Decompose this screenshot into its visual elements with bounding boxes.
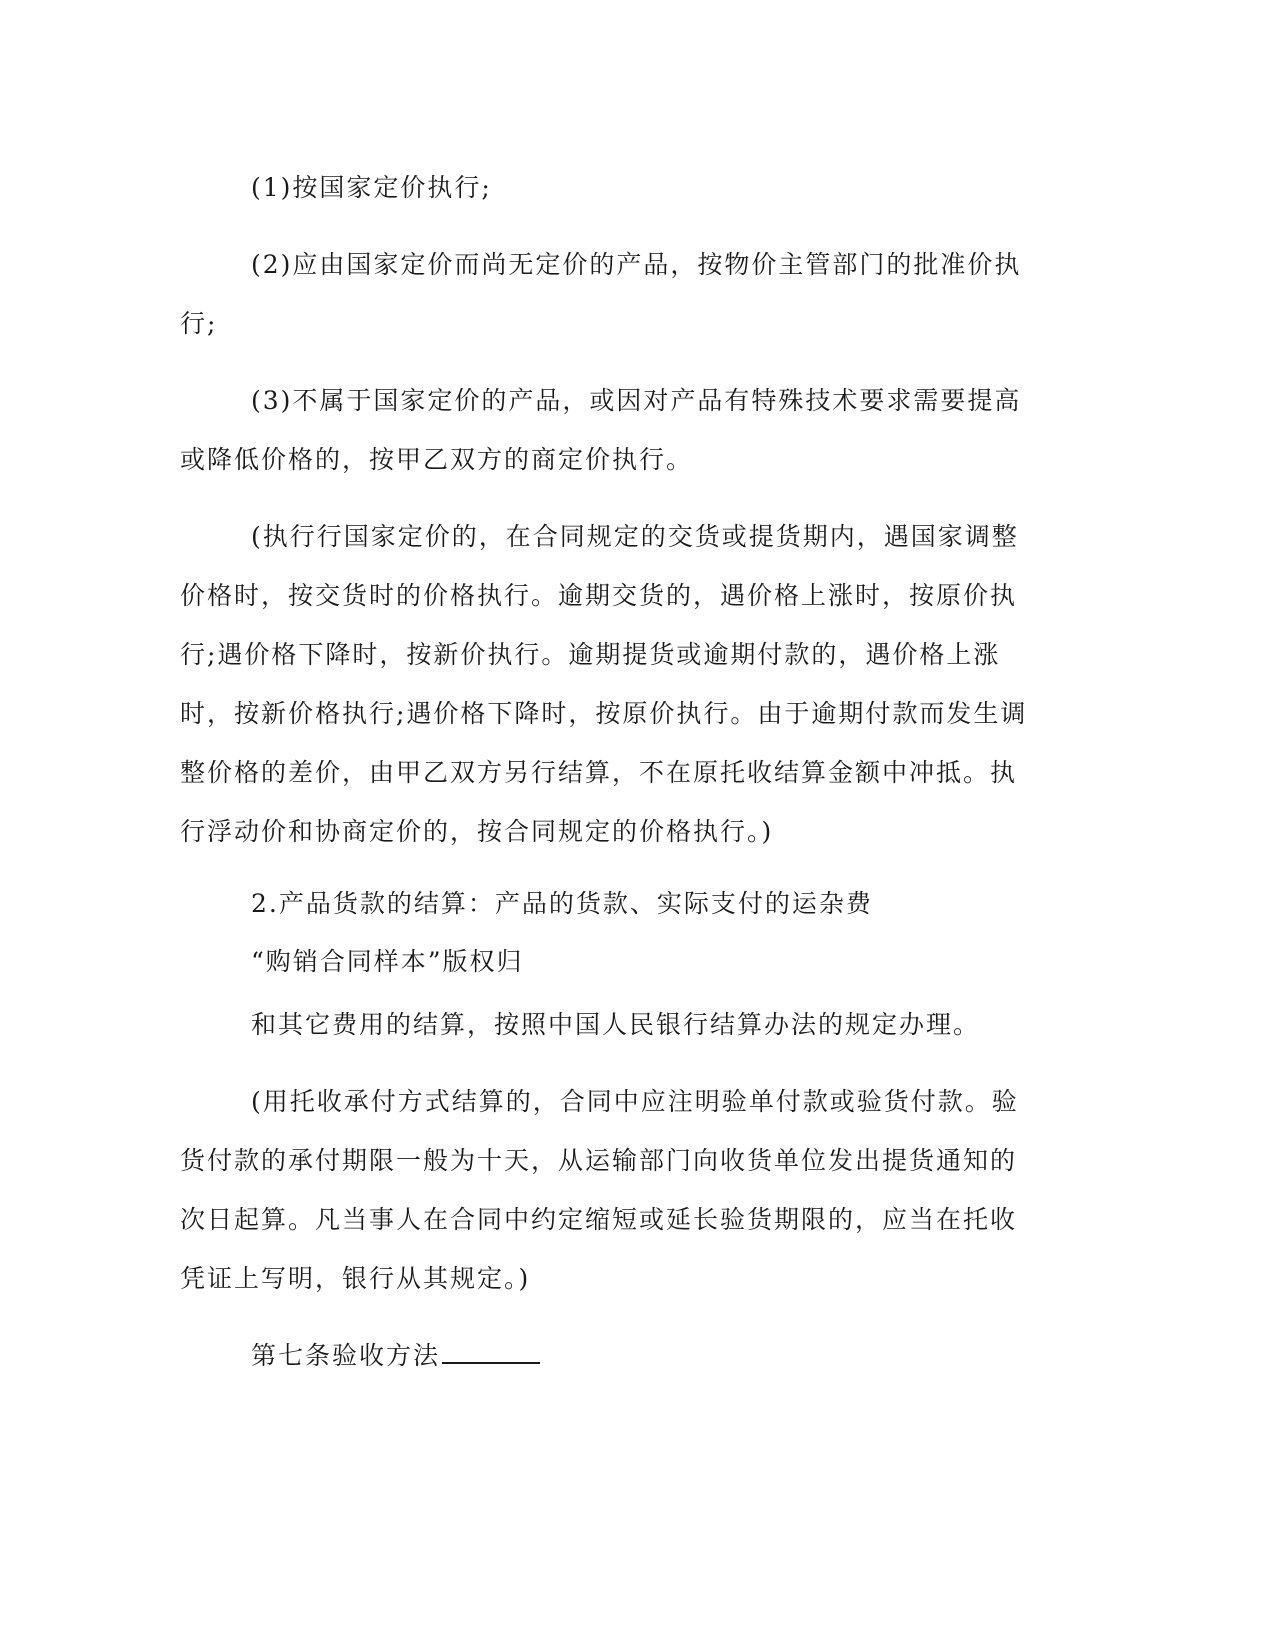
paragraph-price-3: (3)不属于国家定价的产品，或因对产品有特殊技术要求需要提高或降低价格的，按甲乙双方的商定价执行。	[180, 386, 1022, 474]
paragraph-price-1: (1)按国家定价执行;	[251, 173, 492, 202]
paragraph-copyright-note: “购销合同样本”版权归	[251, 947, 524, 976]
paragraph-settlement-heading: 2.产品货款的结算：产品的货款、实际支付的运杂费	[251, 889, 873, 918]
paragraph-settlement-rule: 和其它费用的结算，按照中国人民银行结算办法的规定办理。	[251, 1010, 981, 1039]
paragraph-article-7	[180, 1326, 1040, 1385]
paragraph-price-2: (2)应由国家定价而尚无定价的产品，按物价主管部门的批准价执行;	[180, 250, 1022, 338]
paragraph-collection-acceptance: (用托收承付方式结算的，合同中应注明验单付款或验货付款。验货付款的承付期限一般为十天，从运输部门向收货单位发出提货通知的次日起算。凡当事人在合同中约定缩短或延长验货期限的，应当在托收凭证上写明，银行从其规定。)	[180, 1087, 1019, 1293]
paragraph-price-adjustment: (执行行国家定价的，在合同规定的交货或提货期内，遇国家调整价格时，按交货时的价格执行。逾期交货的，遇价格上涨时，按原价执行;遇价格下降时，按新价执行。逾期提货或逾期付款的，遇价格上涨时，按新价格执行;遇价格下降时，按原价执行。由于逾期付款而发生调整价格的差价，由甲乙双方另行结算，不在原托收结算金额中冲抵。执行浮动价和协商定价的，按合同规定的价格执行。)	[180, 522, 1028, 846]
article-7-label: 第七条验收方法	[251, 1341, 441, 1370]
document-body	[180, 158, 1040, 1403]
acceptance-method-blank	[442, 1338, 540, 1364]
